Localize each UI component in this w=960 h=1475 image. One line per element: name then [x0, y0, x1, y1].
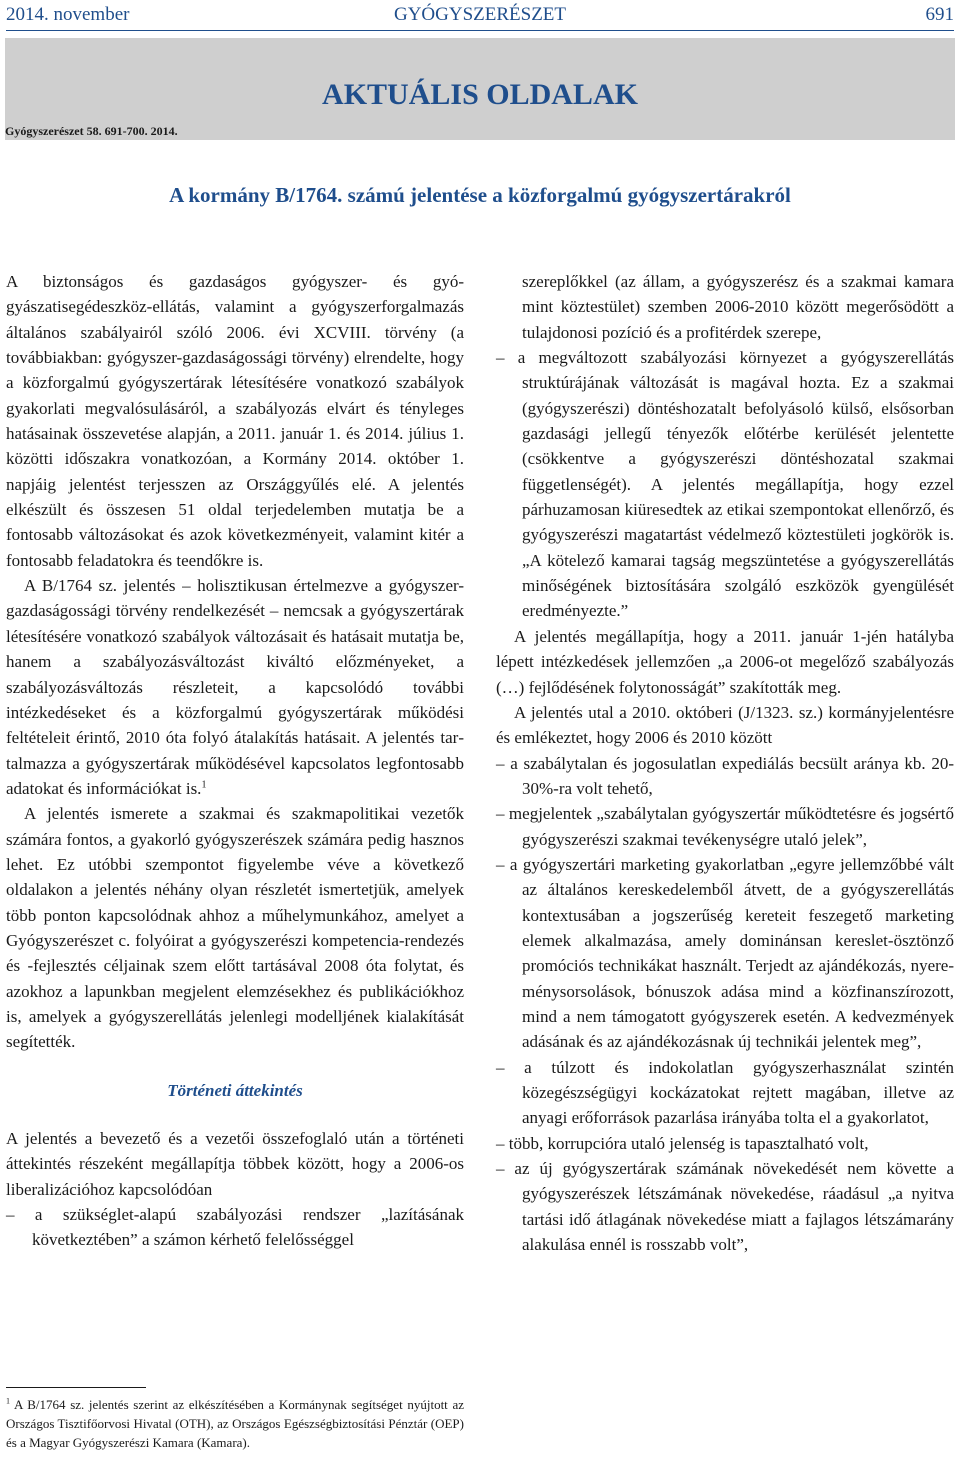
paragraph: A jelentés megállapítja, hogy a 2011. január 1-jén hatályba lépett intézkedések jellemzően „a 2006-ot megelőző szabályozás (…) fejlődésének folytonosságát” szakították meg. [496, 626, 954, 697]
citation: Gyógyszerészet 58. 691-700. 2014. [5, 124, 178, 138]
article-title: A kormány B/1764. számú jelentése a közforgalmú gyógyszertárakról [169, 183, 791, 207]
footnote-number: 1 [6, 1396, 10, 1406]
paragraph: A jelentés ismerete a szakmai és szakmapolitikai vezetők számára fontos, a gyakorló gyógyszerészek számára pedig hasznos lehet. Ez utóbbi szempontot figyelembe véve a következő oldalakon a jelentés néhány olyan részletét ismertetjük, amelyek több ponton kapcsolódnak ahhoz a műhelymunkához, amelyet a Gyógyszerészet c. folyóirat a gyógyszerészi kompetencia-rendezés és -fejlesztés céljainak szem előtt tartásával 2008 óta folytat, és azokhoz a lapunkban megjelent elemzésekhez és publikációkhoz is, amelyek a gyógyszerellátás jelenlegi modelljének kialakítását segítették. [6, 804, 464, 1052]
bullet-item: – több, korrupcióra utaló jelenség is tapasztalható volt, [496, 1133, 869, 1153]
paragraph: A jelentés a bevezető és a vezetői összefoglaló után a történeti áttekintés részeként megállapítja többek között, hogy a 2006-os liberalizációhoz kapcsolódóan [6, 1129, 464, 1199]
footnote-divider [6, 1387, 146, 1388]
footnote-ref: 1 [201, 779, 207, 791]
right-column [496, 269, 954, 1257]
section-banner [5, 38, 955, 140]
section-title: AKTUÁLIS OLDALAK [322, 78, 638, 111]
running-header [6, 2, 954, 31]
paragraph-text: A B/1764 sz. jelentés – holisztikusan értelmezve a gyógyszer-gazdaságossági törvény rendelkezését – nemcsak a gyógyszertárak létesítésére vonatkozó szabályok változásait és hatásait mutatja be, hanem a szabályozásváltozást kiváltó előzményeket, a szabályozásváltozás részleteit, a kapcsolódó további intézkedéseket és a közforgalmú gyógyszertárak működési feltételeit érintő, 2010 óta folyó átalakítás hatásait. A jelentés tartalmazza a gyógyszertárak működésével kapcsolatos legfontosabb adatokat és információkat is. [6, 576, 464, 798]
bullet-item: – a megváltozott szabályozási környezet a gyógyszerellátás struktúrájának változását is magával hozta. Ez a szakmai (gyógyszerészi) döntéshozatalt befolyásoló külső, elsősorban gazdasági jellegű tényezők előtérbe kerülését jelentette (csökkentve a gyógyszerészi döntéshozatal szakmai függetlenségét). A jelentés megállapítja, hogy ezzel párhuzamosan kiüresedtek az etikai szempontokat ellenőrző, és gyógyszerészi magatartást védelmező köztestületi jogkörök is. „A kötelező kamarai tagság megszüntetése a gyógyszerellátás minőségének biztosítására szolgáló eszközök gyengülését eredményezte.” [496, 348, 954, 621]
footnote-text: A B/1764 sz. jelentés szerint az elkészítésében a Kormánynak segítséget nyújtott az Országos Tisztifőorvosi Hivatal (OTH), az Országos Egészségbiztosítási Pénztár (OEP) és a Magyar Gyógyszerészi Kamara (Kamara). [6, 1397, 464, 1450]
paragraph: A jelentés utal a 2010. októberi (J/1323. sz.) kormányjelentésre és emlékeztet, hogy 2006 és 2010 között [496, 702, 954, 748]
bullet-item: – a szükséglet-alapú szabályozási rendszer „lazításának következtében” a számon kérhető felelősséggel [6, 1205, 464, 1250]
paragraph [6, 573, 464, 801]
journal-name: GYÓGYSZERÉSZET [393, 4, 567, 25]
section-heading: Történeti áttekintés [167, 1080, 303, 1100]
bullet-item: – az új gyógyszertárak számának növekedését nem követte a gyógyszerészek létszámának növekedése, ráadásul „a nyitva tartási idő átlagának növekedése miatt a fajlagos létszámarány alakulása ennél is rosszabb volt”, [496, 1159, 954, 1255]
bullet-item: – a gyógyszertári marketing gyakorlatban „egyre jellemzőbbé vált az általános kereskedelemből átvett, de a gyógyszerellátás kontextusában a jogszerűség kereteit feszegető marketing elemek alkalmazása, amely dominánsan kereslet-ösztönző promóciós technikákat használt. Terjedt az ajándékozás, nyereménysorsolások, bónuszok adása mind a közfinanszírozott, mind a nem támogatott gyógyszerek esetén. A kedvezmények adásának és az ajándékozásnak új technikái jelentek meg”, [496, 854, 954, 1052]
bullet-continuation: szereplőkkel (az állam, a gyógyszerész és a szakmai kamara mint köztestület) szemben 2006-2010 között megerősödött a tulajdonosi pozíció és a profitérdek szerepe, [522, 272, 954, 342]
issue-date: 2014. november [6, 4, 130, 25]
paragraph: A biztonságos és gazdaságos gyógyszer- és gyógyászatisegédeszköz-ellátás, valamint a gyógyszerforgalmazás általános szabályairól szóló 2006. évi XCVIII. törvény (a továbbiakban: gyógyszer-gazdaságossági törvény) elrendelte, hogy a közforgalmú gyógyszertárak létesítésére vonatkozó szabályok gyakorlati megvalósulásáról, a szabályozás elvárt és tényleges hatásainak összevetése alapján, a 2011. január 1. és 2014. július 1. közötti időszakra vonatkozóan, a Kormány 2014. október 1. napjáig jelentést terjesszen az Országgyűlés elé. A jelentés elkészült és összesen 51 oldal terjedelemben mutatja be a fontosabb változásokat és azok következményeit, valamint kitér a fontosabb feladatokra és teendőkre is. [6, 272, 464, 570]
bullet-list [496, 751, 954, 1258]
left-column [6, 269, 464, 1253]
bullet-item: – megjelentek „szabálytalan gyógyszertár működtetésre és jogsértő gyógyszerészi szakmai tevékenységre utaló jelek”, [496, 804, 954, 849]
page-number: 691 [925, 4, 954, 25]
bullet-item: – a szabálytalan és jogosulatlan expediálás becsült aránya kb. 20-30%-ra volt tehető, [496, 753, 954, 798]
bullet-item: – a túlzott és indokolatlan gyógyszerhasználat szintén közegészségügyi kockázatokat rejtett magában, illetve az anyagi erőforrások pazarlása irányába tolta el a gyakorlatot, [496, 1057, 954, 1128]
footnote [6, 1395, 464, 1452]
